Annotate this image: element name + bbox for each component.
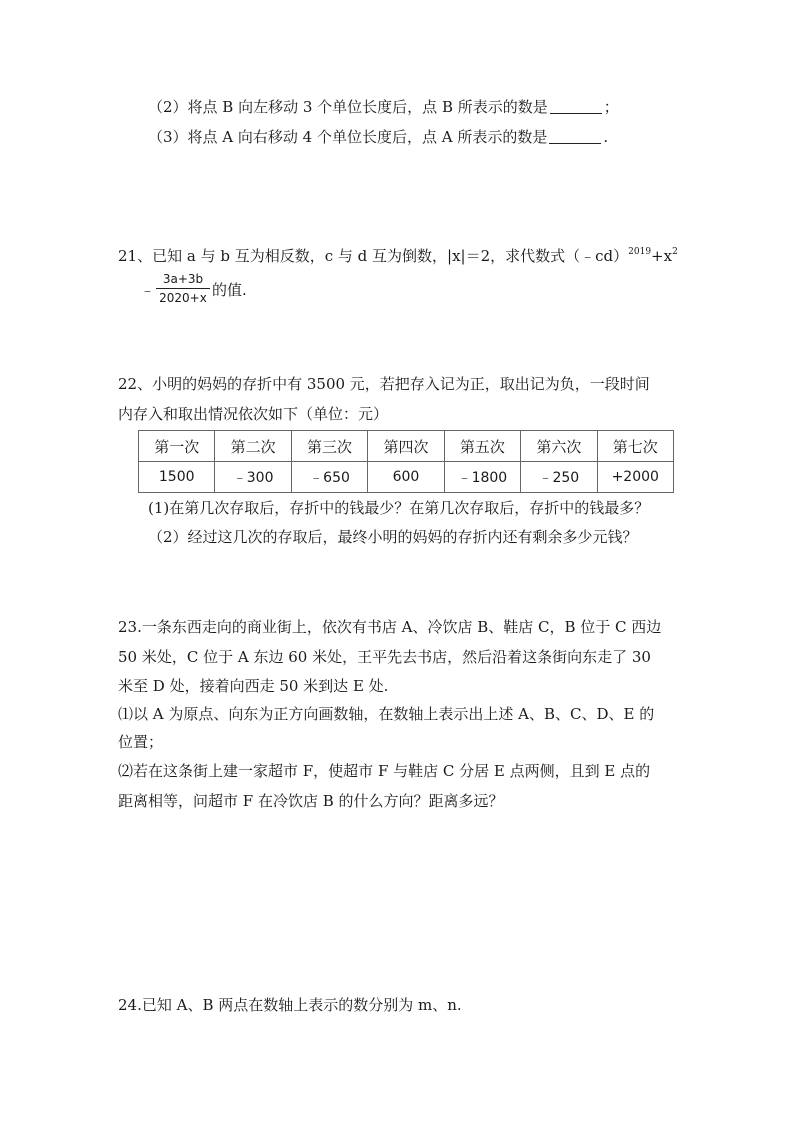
table-cell: 600 — [368, 462, 444, 493]
table-header-cell: 第二次 — [215, 431, 291, 462]
q22-line1: 22、小明的妈妈的存折中有 3500 元，若把存入记为正，取出记为负，一段时间 — [118, 375, 650, 393]
fraction-numerator: 3a+3b — [156, 271, 210, 289]
table-cell: ﹣650 — [291, 462, 367, 493]
table-header-cell: 第七次 — [597, 431, 673, 462]
q20-part2: （2）将点 B 向左移动 3 个单位长度后，点 B 所表示的数是 ； — [148, 98, 619, 116]
answer-blank[interactable] — [550, 99, 602, 114]
table-header-cell: 第四次 — [368, 431, 444, 462]
table-header-cell: 第五次 — [444, 431, 520, 462]
table-cell: ﹣1800 — [444, 462, 520, 493]
table-cell: ﹣250 — [521, 462, 597, 493]
q23-line1: 23.一条东西走向的商业街上，依次有书店 A、冷饮店 B、鞋店 C，B 位于 C 西边 — [118, 618, 662, 636]
q21-minus: ﹣ — [140, 281, 156, 299]
answer-blank[interactable] — [549, 129, 601, 144]
table-cell: +2000 — [597, 462, 673, 493]
q23-line5: 位置； — [118, 733, 164, 751]
q24-line1: 24.已知 A、B 两点在数轴上表示的数分别为 m、n. — [118, 996, 462, 1014]
table-header-cell: 第一次 — [139, 431, 215, 462]
table-cell: 1500 — [139, 462, 215, 493]
table-header-cell: 第三次 — [291, 431, 367, 462]
table-cell: ﹣300 — [215, 462, 291, 493]
q23-line3: 米至 D 处，接着向西走 50 米到达 E 处. — [118, 677, 389, 695]
fraction-denominator: 2020+x — [159, 291, 207, 305]
q22-sub1: (1)在第几次存取后，存折中的钱最少？在第几次存取后，存折中的钱最多？ — [148, 499, 650, 517]
q23-line4: ⑴以 A 为原点、向东为正方向画数轴，在数轴上表示出上述 A、B、C、D、E 的 — [118, 705, 655, 723]
q23-line2: 50 米处，C 位于 A 东边 60 米处，王平先去书店，然后沿着这条街向东走了 30 — [118, 648, 651, 666]
q21-tail: 的值. — [212, 281, 247, 299]
q23-line6: ⑵若在这条街上建一家超市 F，使超市 F 与鞋店 C 分居 E 点两侧，且到 E 点的 — [118, 762, 651, 780]
q21-text: 21、已知 a 与 b 互为相反数，c 与 d 互为倒数，|x|＝2，求代数式$(﹣cd)^{2019}+x^2$ — [118, 247, 678, 265]
q20-part3: （3）将点 A 向右移动 4 个单位长度后，点 A 所表示的数是 . — [148, 128, 609, 146]
q21-fraction — [156, 271, 210, 306]
deposit-table — [138, 430, 674, 493]
table-header-row — [139, 431, 674, 462]
table-row — [139, 462, 674, 493]
q22-sub2: （2）经过这几次的存取后，最终小明的妈妈的存折内还有剩余多少元钱？ — [148, 528, 638, 546]
q23-line7: 距离相等，问超市 F 在冷饮店 B 的什么方向？距离多远？ — [118, 792, 504, 810]
q22-line2: 内存入和取出情况依次如下（单位：元） — [118, 405, 389, 423]
table-header-cell: 第六次 — [521, 431, 597, 462]
